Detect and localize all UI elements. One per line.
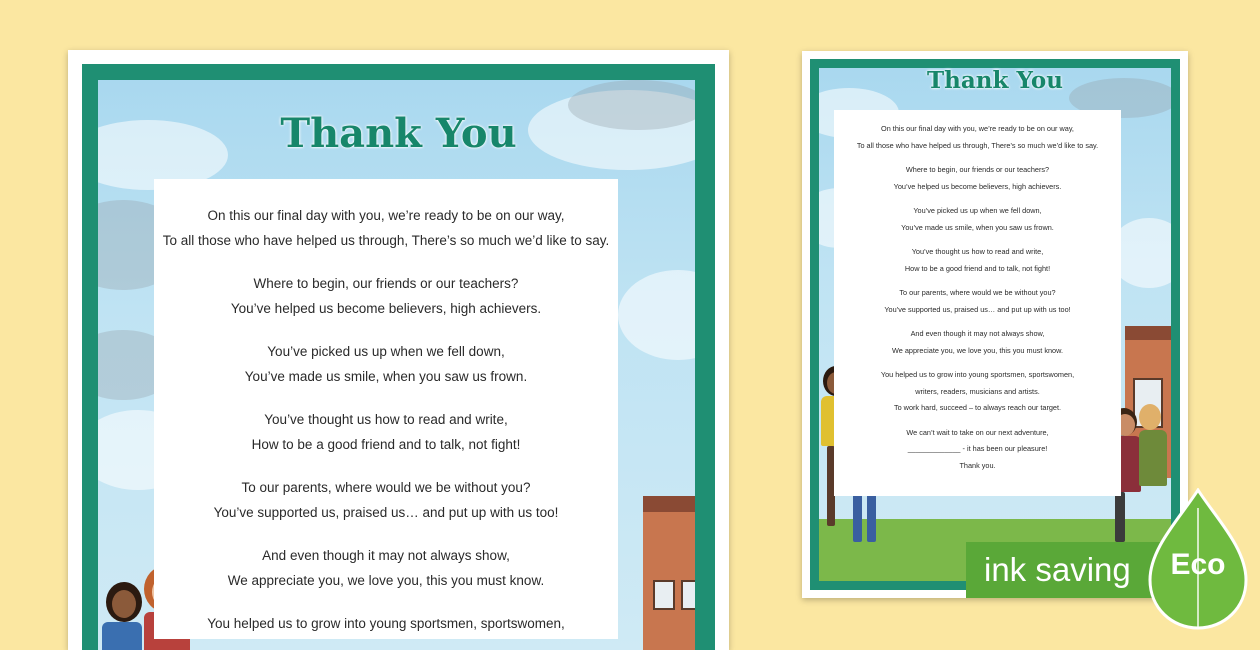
poem-paper (834, 110, 1121, 496)
poem-text (154, 179, 618, 636)
poem-line: writers, readers, musicians and artists. (915, 386, 1040, 396)
poem-stanza (834, 285, 1121, 318)
poem-line: On this our final day with you, we’re ready to be on our way, (207, 208, 565, 223)
poem-line: How to be a good friend and to talk, not fight! (904, 263, 1051, 273)
poem-line: You helped us to grow into young sportsmen, sportswomen, (207, 616, 565, 631)
poem-stanza (834, 121, 1121, 154)
poem-line: How to be a good friend and to talk, not fight! (251, 437, 521, 452)
poem-line: _____________ - it has been our pleasure! (907, 444, 1048, 453)
poem-stanza (834, 203, 1121, 236)
poem-line: To work hard, succeed – to always reach our target. (893, 403, 1062, 412)
poem-line: Where to begin, our friends or our teachers? (905, 165, 1050, 174)
poem-stanza (834, 425, 1121, 475)
poem-line: You’ve supported us, praised us… and put up with us too! (884, 304, 1071, 314)
poem-stanza (154, 407, 618, 457)
poem-line: Where to begin, our friends or our teachers? (253, 276, 519, 291)
poem-line: To our parents, where would we be without you? (241, 480, 531, 495)
poem-line: You’ve helped us become believers, high achievers. (893, 181, 1062, 191)
poem-line: To all those who have helped us through, There’s so much we’d like to say. (162, 233, 610, 248)
poem-line: On this our final day with you, we’re ready to be on our way, (881, 124, 1074, 133)
poem-line: You’ve made us smile, when you saw us frown. (901, 222, 1054, 232)
poster-title: Thank You (280, 110, 517, 157)
poem-line: To our parents, where would we be without you? (899, 288, 1056, 297)
poem-stanza (154, 611, 618, 636)
poem-text (834, 110, 1121, 474)
poem-line: Thank you. (959, 460, 996, 470)
small-poster-preview (802, 51, 1188, 598)
poem-line: You’ve thought us how to read and write, (911, 247, 1044, 256)
poem-line: You’ve helped us become believers, high achievers. (230, 301, 542, 316)
poem-line: We can’t wait to take on our next adventure, (906, 427, 1049, 437)
poem-line: To all those who have helped us through, There’s so much we’d like to say. (856, 140, 1099, 150)
poster-title: Thank You (927, 67, 1063, 94)
poem-paper (154, 179, 618, 639)
poem-line: You’ve supported us, praised us… and put up with us too! (213, 505, 559, 520)
poem-stanza (154, 203, 618, 253)
poem-stanza (154, 339, 618, 389)
poem-stanza (834, 367, 1121, 417)
ink-saving-banner: ink saving (966, 542, 1198, 598)
poem-stanza (154, 475, 618, 525)
poem-line: You’ve picked us up when we fell down, (267, 344, 505, 359)
house-illustration (643, 510, 695, 650)
large-poster-preview (68, 50, 729, 650)
poem-line: You helped us to grow into young sportsmen, sportswomen, (880, 370, 1075, 379)
poem-line: You’ve thought us how to read and write, (264, 412, 508, 427)
poem-line: We appreciate you, we love you, this you must know. (227, 573, 545, 588)
poem-stanza (154, 271, 618, 321)
poem-stanza (154, 543, 618, 593)
poem-line: You’ve picked us up when we fell down, (913, 206, 1042, 215)
poem-line: And even though it may not always show, (910, 329, 1045, 338)
poem-line: We appreciate you, we love you, this you must know. (891, 345, 1064, 355)
poem-stanza (834, 326, 1121, 359)
poem-line: You’ve made us smile, when you saw us frown. (244, 369, 528, 384)
poem-line: And even though it may not always show, (262, 548, 510, 563)
poem-stanza (834, 162, 1121, 195)
poem-stanza (834, 244, 1121, 277)
eco-label: Eco (1170, 548, 1226, 581)
